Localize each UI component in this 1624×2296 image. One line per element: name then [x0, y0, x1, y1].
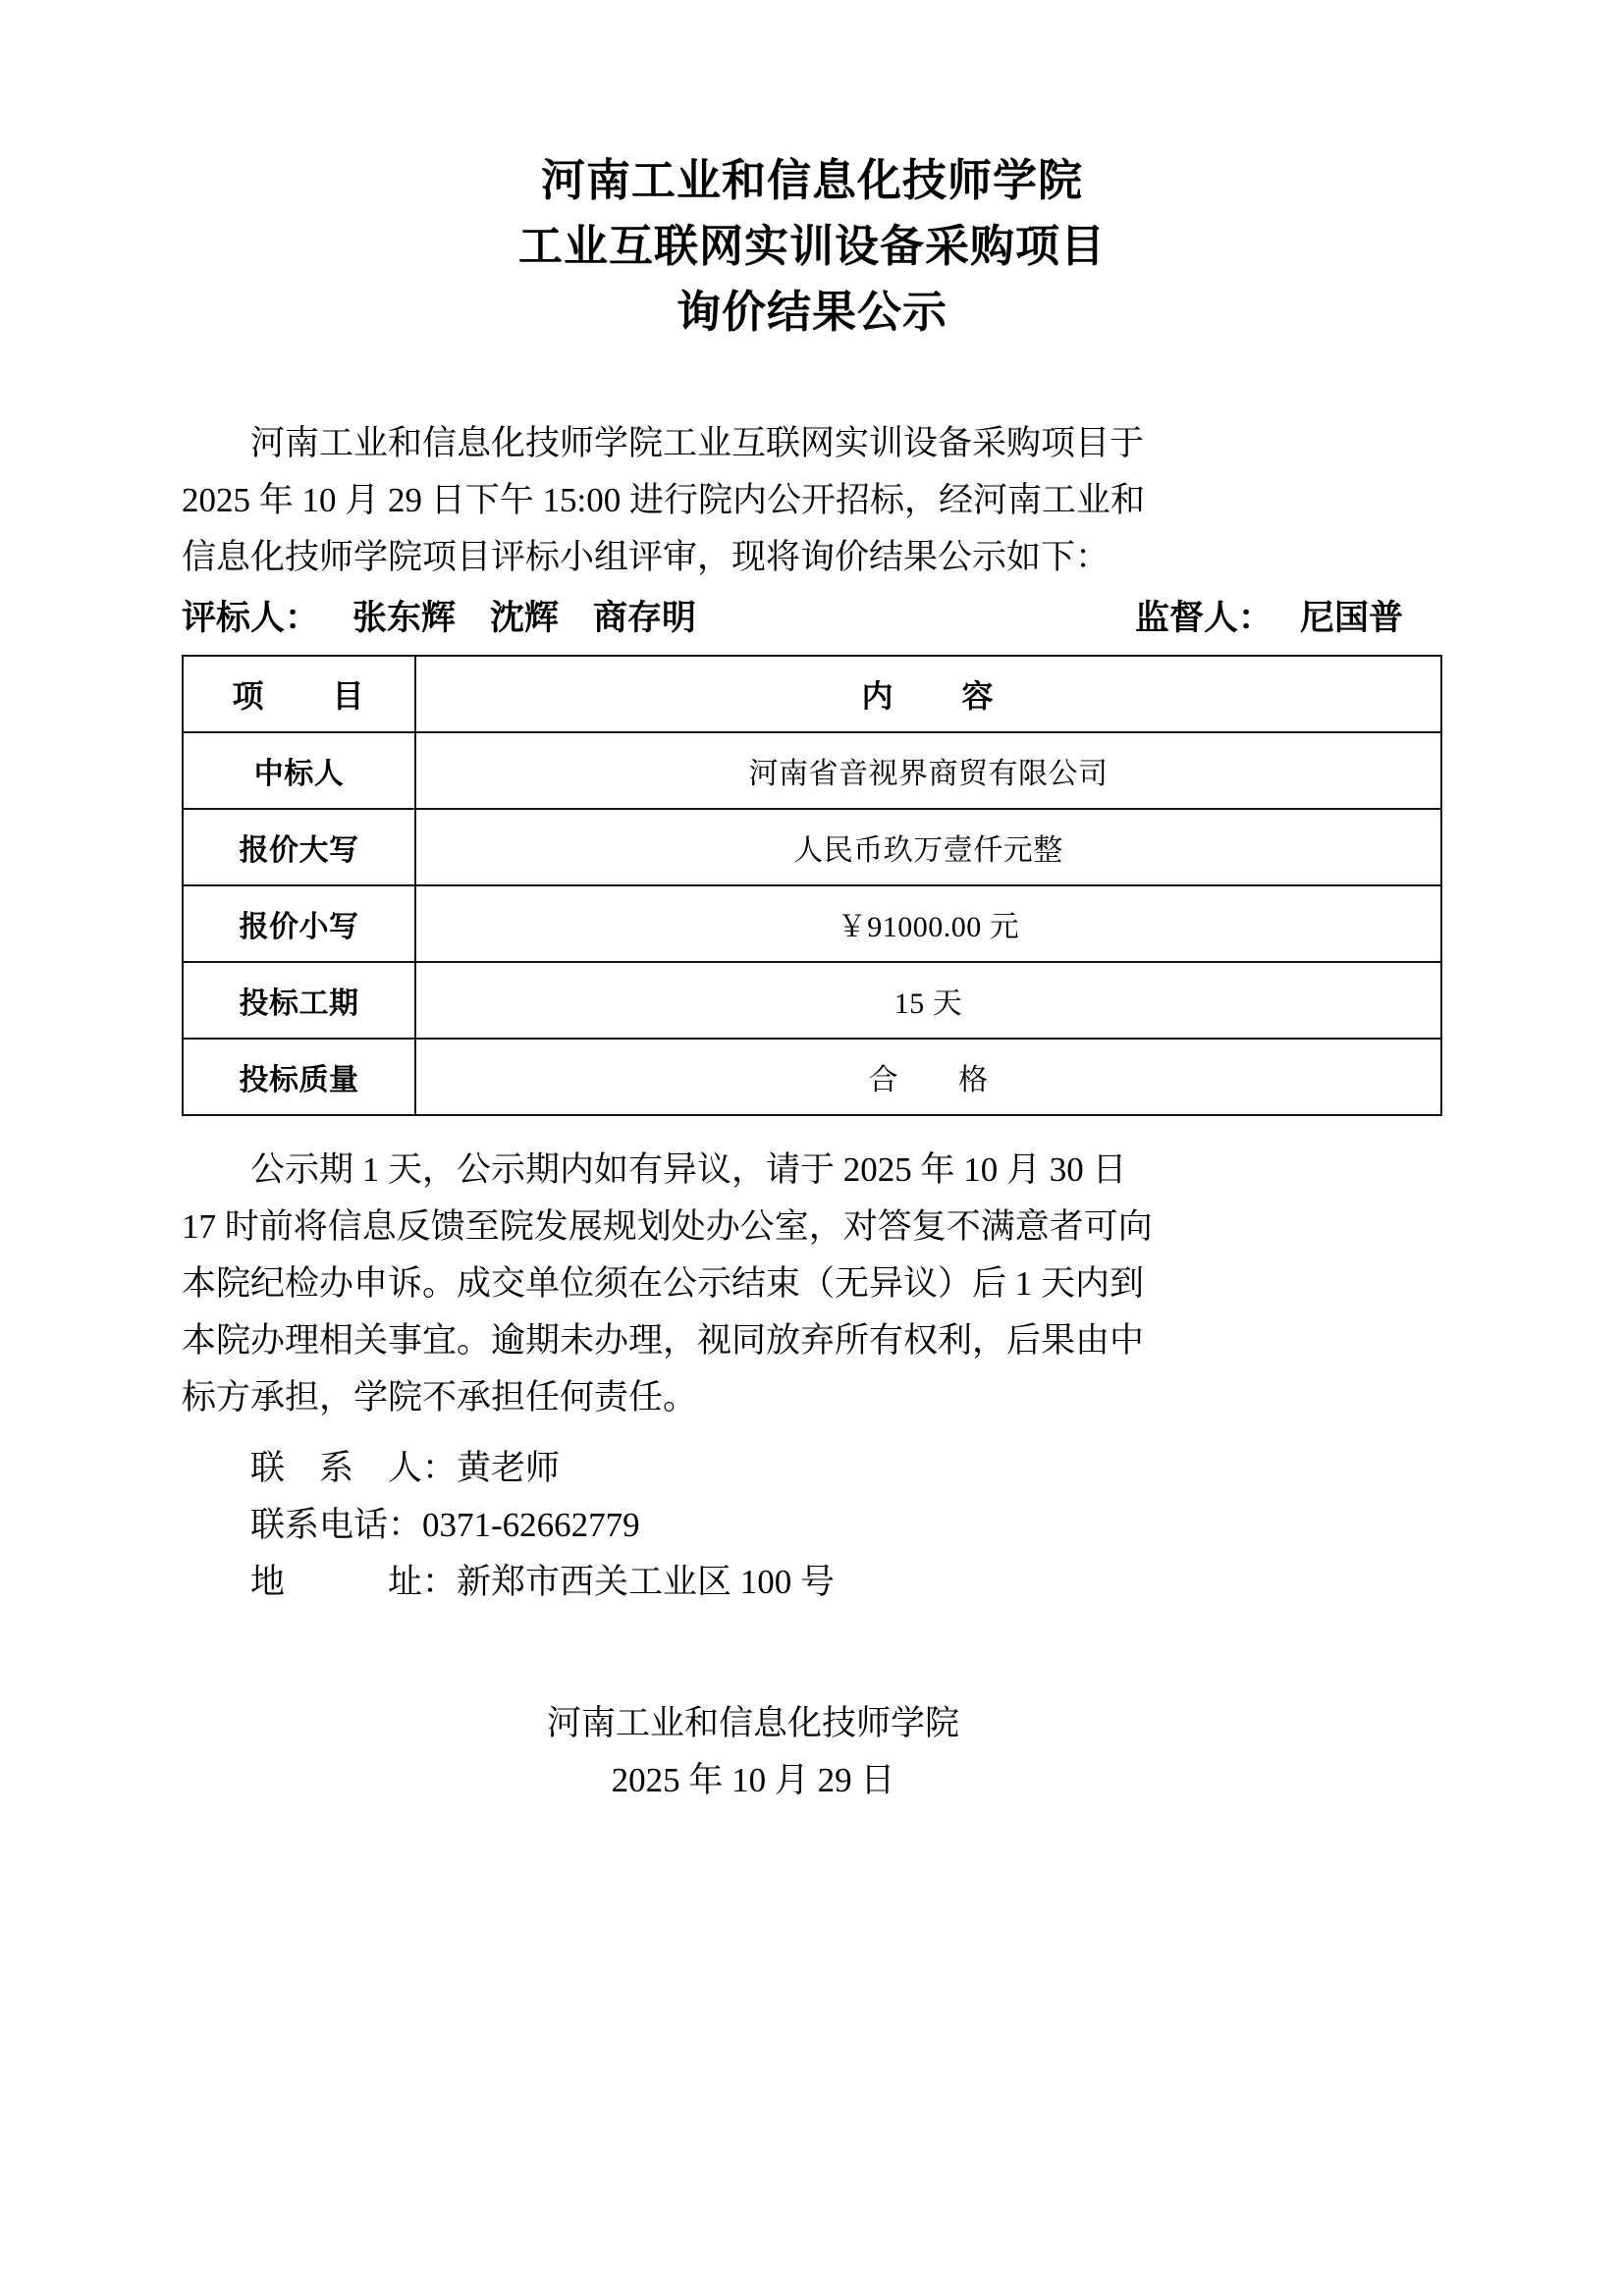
issue-date: 2025 年 10 月 29 日 [611, 1761, 895, 1799]
table-cell-content: 合 格 [415, 1039, 1441, 1115]
table-row [183, 885, 1441, 962]
table-row [183, 1039, 1441, 1115]
evaluation-panel-row [182, 590, 1442, 647]
notice-line-3: 本院纪检办申诉。成交单位须在公示结束（无异议）后 1 天内到 [182, 1264, 1145, 1303]
table-cell-item: 报价小写 [183, 885, 415, 962]
notice-line-4: 本院办理相关事宜。逾期未办理，视同放弃所有权利，后果由中 [182, 1321, 1145, 1360]
issuing-organization: 河南工业和信息化技师学院 [546, 1704, 959, 1742]
intro-line-2: 2025 年 10 月 29 日下午 15:00 进行院内公开招标，经河南工业和 [182, 481, 1145, 519]
contact-phone: 联系电话：0371-62662779 [250, 1506, 640, 1544]
notice-line-2: 17 时前将信息反馈至院发展规划处办公室，对答复不满意者可向 [182, 1207, 1153, 1246]
table-row [183, 962, 1441, 1039]
notice-paragraph [182, 1142, 1442, 1426]
table-cell-item: 投标工期 [183, 962, 415, 1039]
table-cell-content: 人民币玖万壹仟元整 [415, 809, 1441, 885]
contact-address: 地 址：新郑市西关工业区 100 号 [250, 1563, 836, 1601]
notice-line-5: 标方承担，学院不承担任何责任。 [182, 1378, 698, 1416]
table-row [183, 732, 1441, 809]
title-line-2: 工业互联网实训设备采购项目 [517, 221, 1106, 271]
intro-paragraph [182, 415, 1442, 586]
table-cell-content: ￥91000.00 元 [415, 885, 1441, 962]
table-header-content: 内 容 [415, 656, 1441, 732]
evaluator-names: 张东辉 沈辉 商存明 [352, 599, 697, 637]
contact-person: 联 系 人：黄老师 [250, 1449, 561, 1487]
result-table [182, 655, 1442, 1116]
contact-block [182, 1440, 1442, 1611]
table-header-item: 项 目 [183, 656, 415, 732]
table-cell-item: 中标人 [183, 732, 415, 809]
table-row [183, 809, 1441, 885]
table-cell-item: 投标质量 [183, 1039, 415, 1115]
supervisor-label: 监督人： [1134, 599, 1272, 637]
table-cell-item: 报价大写 [183, 809, 415, 885]
table-header-row [183, 656, 1441, 732]
intro-line-3: 信息化技师学院项目评标小组评审，现将询价结果公示如下： [182, 538, 1110, 576]
signature-block [182, 1695, 1442, 1809]
document-title [182, 0, 1442, 345]
supervisor-name: 尼国普 [1299, 599, 1403, 637]
notice-line-1: 公示期 1 天，公示期内如有异议，请于 2025 年 10 月 30 日 [250, 1150, 1127, 1189]
evaluator-label: 评标人： [182, 599, 320, 637]
table-cell-content: 河南省音视界商贸有限公司 [415, 732, 1441, 809]
result-table-body [183, 656, 1441, 1115]
table-cell-content: 15 天 [415, 962, 1441, 1039]
intro-line-1: 河南工业和信息化技师学院工业互联网实训设备采购项目于 [250, 424, 1145, 462]
title-line-1: 河南工业和信息化技师学院 [540, 155, 1083, 205]
title-line-3: 询价结果公示 [676, 287, 947, 337]
